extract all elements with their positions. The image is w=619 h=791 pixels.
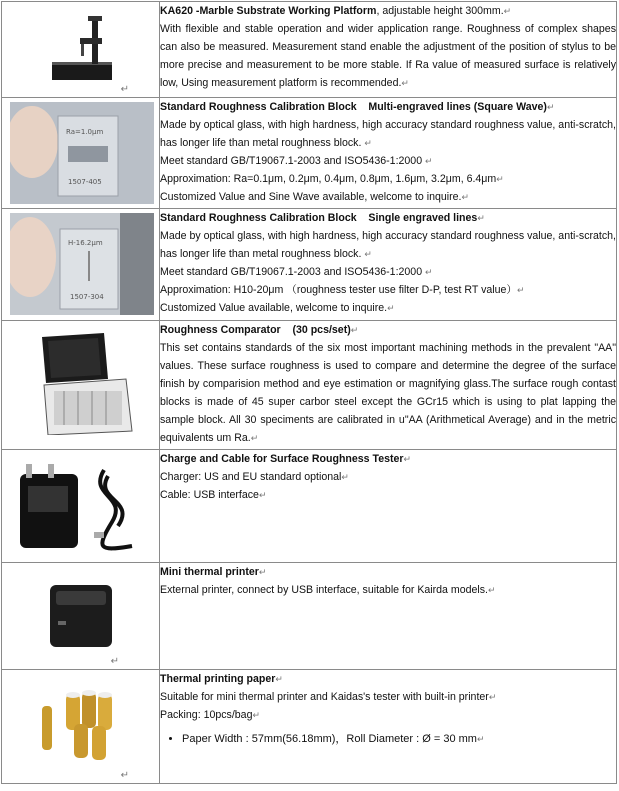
- charger-text: Charge and Cable for Surface Roughness Tester↵ Charger: US and EU standard optional↵ Cable: USB interface↵: [160, 450, 617, 563]
- single-block-approx: Approximation: H10-20μm （roughness tester use filter D-P, test RT value）↵: [160, 284, 525, 296]
- platform-text: KA620 -Marble Substrate Working Platform, adjustable height 300mm.↵ With flexible and stable operation and wider application range. Roughness of complex shapes can also be measured. Measurement stand enable the adjustment of the position of stylus to be more precise and measurement to be more stable. If Ra value of measured surface is relatively low, Using measurement platform is recommended.↵: [160, 2, 617, 98]
- single-block-image: [2, 209, 160, 321]
- multi-block-approx: Approximation: Ra=0.1μm, 0.2μm, 0.4μm, 0.8μm, 1.6μm, 3.2μm, 6.4μm↵: [160, 173, 504, 185]
- calibration-block-icon: [10, 102, 154, 204]
- printer-image: [2, 563, 160, 670]
- multi-block-image: [2, 98, 160, 209]
- multi-block-custom: Customized Value and Sine Wave available, welcome to inquire.↵: [160, 191, 470, 203]
- single-block-subtitle: Single engraved lines: [368, 212, 478, 224]
- single-block-desc: Made by optical glass, with high hardness, high accuracy standard roughness value, anti-scratch, has longer life than metal roughness block. ↵: [160, 230, 616, 260]
- block-label-2: 1507-405: [68, 178, 102, 186]
- product-row-multi-block: [2, 98, 617, 209]
- platform-title: KA620 -Marble Substrate Working Platform: [160, 5, 377, 17]
- block-label-1: Ra=1.0μm: [66, 128, 104, 136]
- comparator-subtitle: (30 pcs/set): [292, 324, 351, 336]
- comparator-desc: This set contains standards of the six most important machining methods in the prevalent "AA" values. These surface roughness is used to compare and determine the degree of the surface finish by comparision method and eye estimation or magnifying glass.The surface rough contast blocks is made of 45 super carbor steel except the GCr15 which is using to plat lapping the sample block. All 30 speciments are calibrated in u"AA (Arithmetical Average) and in the metric equivalents um Ra.↵: [160, 342, 616, 444]
- printer-title: Mini thermal printer: [160, 566, 259, 578]
- cable-spec: Cable: USB interface↵: [160, 489, 267, 501]
- product-row-charger: [2, 450, 617, 563]
- multi-block-title: Standard Roughness Calibration Block: [160, 101, 357, 113]
- multi-block-desc: Made by optical glass, with high hardness, high accuracy standard roughness value, anti-scratch, has longer life than metal roughness block. ↵: [160, 119, 616, 149]
- paper-text: Thermal printing paper↵ Suitable for mini thermal printer and Kaidas's tester with built-in printer↵ Packing: 10pcs/bag↵ • Paper Width : 57mm(56.18mm)，Roll Diameter : Ø = 30 mm↵: [160, 670, 617, 784]
- charger-spec: Charger: US and EU standard optional↵: [160, 471, 349, 483]
- comparator-image: [2, 321, 160, 450]
- block-label-1: H-16.2μm: [68, 239, 103, 247]
- paper-rolls-icon: [36, 686, 126, 764]
- comparator-title: Roughness Comparator: [160, 324, 281, 336]
- printer-desc: External printer, connect by USB interface, suitable for Kairda models.↵: [160, 584, 496, 596]
- product-row-comparator: [2, 321, 617, 450]
- product-row-paper: [2, 670, 617, 784]
- platform-title-suffix: , adjustable height 300mm.: [376, 5, 504, 17]
- charger-title: Charge and Cable for Surface Roughness Tester: [160, 453, 404, 465]
- paper-title: Thermal printing paper: [160, 673, 276, 685]
- thermal-printer-icon: [48, 581, 114, 651]
- product-row-platform: [2, 2, 617, 98]
- single-block-custom: Customized Value available, welcome to inquire.↵: [160, 302, 395, 314]
- paper-desc: Suitable for mini thermal printer and Kaidas's tester with built-in printer↵: [160, 691, 497, 703]
- paper-packing: Packing: 10pcs/bag↵: [160, 709, 261, 721]
- marble-platform-icon: [42, 14, 122, 86]
- return-mark: ↵: [120, 84, 129, 95]
- paper-spec-list: [160, 730, 616, 748]
- charger-cable-icon: [8, 456, 156, 556]
- platform-image: [2, 2, 160, 98]
- printer-text: Mini thermal printer↵ External printer, connect by USB interface, suitable for Kairda models.↵: [160, 563, 617, 670]
- return-mark: ↵: [110, 656, 119, 667]
- charger-image: [2, 450, 160, 563]
- comparator-text: Roughness Comparator (30 pcs/set)↵ This set contains standards of the six most important machining methods in the prevalent "AA" values. These surface roughness is used to compare and determine the degree of the surface finish by comparision method and eye estimation or magnifying glass.The surface rough contast blocks is made of 45 super carbor steel except the GCr15 which is using to plat lapping the sample block. All 30 speciments are calibrated in u"AA (Arithmetical Average) and in the metric equivalents um Ra.↵: [160, 321, 617, 450]
- multi-block-subtitle: Multi-engraved lines (Square Wave): [368, 101, 547, 113]
- single-block-text: Standard Roughness Calibration Block Single engraved lines↵ Made by optical glass, with high hardness, high accuracy standard roughness value, anti-scratch, has longer life than metal roughness block. ↵ Meet standard GB/T19067.1-2003 and ISO5436-1:2000 ↵ Approximation: H10-20μm （roughness tester use filter D-P, test RT value）↵ Customized Value available, welcome to inquire.↵: [160, 209, 617, 321]
- paper-image: [2, 670, 160, 784]
- product-row-printer: [2, 563, 617, 670]
- comparator-set-icon: [34, 331, 134, 435]
- product-row-single-block: [2, 209, 617, 321]
- multi-block-text: Standard Roughness Calibration Block Multi-engraved lines (Square Wave)↵ Made by optical glass, with high hardness, high accuracy standard roughness value, anti-scratch, has longer life than metal roughness block. ↵ Meet standard GB/T19067.1-2003 and ISO5436-1:2000 ↵ Approximation: Ra=0.1μm, 0.2μm, 0.4μm, 0.8μm, 1.6μm, 3.2μm, 6.4μm↵ Customized Value and Sine Wave available, welcome to inquire.↵: [160, 98, 617, 209]
- single-block-title: Standard Roughness Calibration Block: [160, 212, 357, 224]
- single-block-standard: Meet standard GB/T19067.1-2003 and ISO5436-1:2000 ↵: [160, 266, 433, 278]
- block-label-2: 1507-304: [70, 293, 104, 301]
- multi-block-standard: Meet standard GB/T19067.1-2003 and ISO5436-1:2000 ↵: [160, 155, 433, 167]
- product-table: [1, 1, 617, 784]
- return-mark: ↵: [120, 770, 129, 781]
- platform-desc: With flexible and stable operation and wider application range. Roughness of complex shapes can also be measured. Measurement stand enable the adjustment of the position of stylus to be more precise and measurement to be more stable. If Ra value of measured surface is relatively low, Using measurement platform is recommended.↵: [160, 23, 616, 89]
- calibration-block-icon: [10, 213, 154, 315]
- paper-spec-item: • Paper Width : 57mm(56.18mm)，Roll Diameter : Ø = 30 mm↵: [182, 730, 616, 748]
